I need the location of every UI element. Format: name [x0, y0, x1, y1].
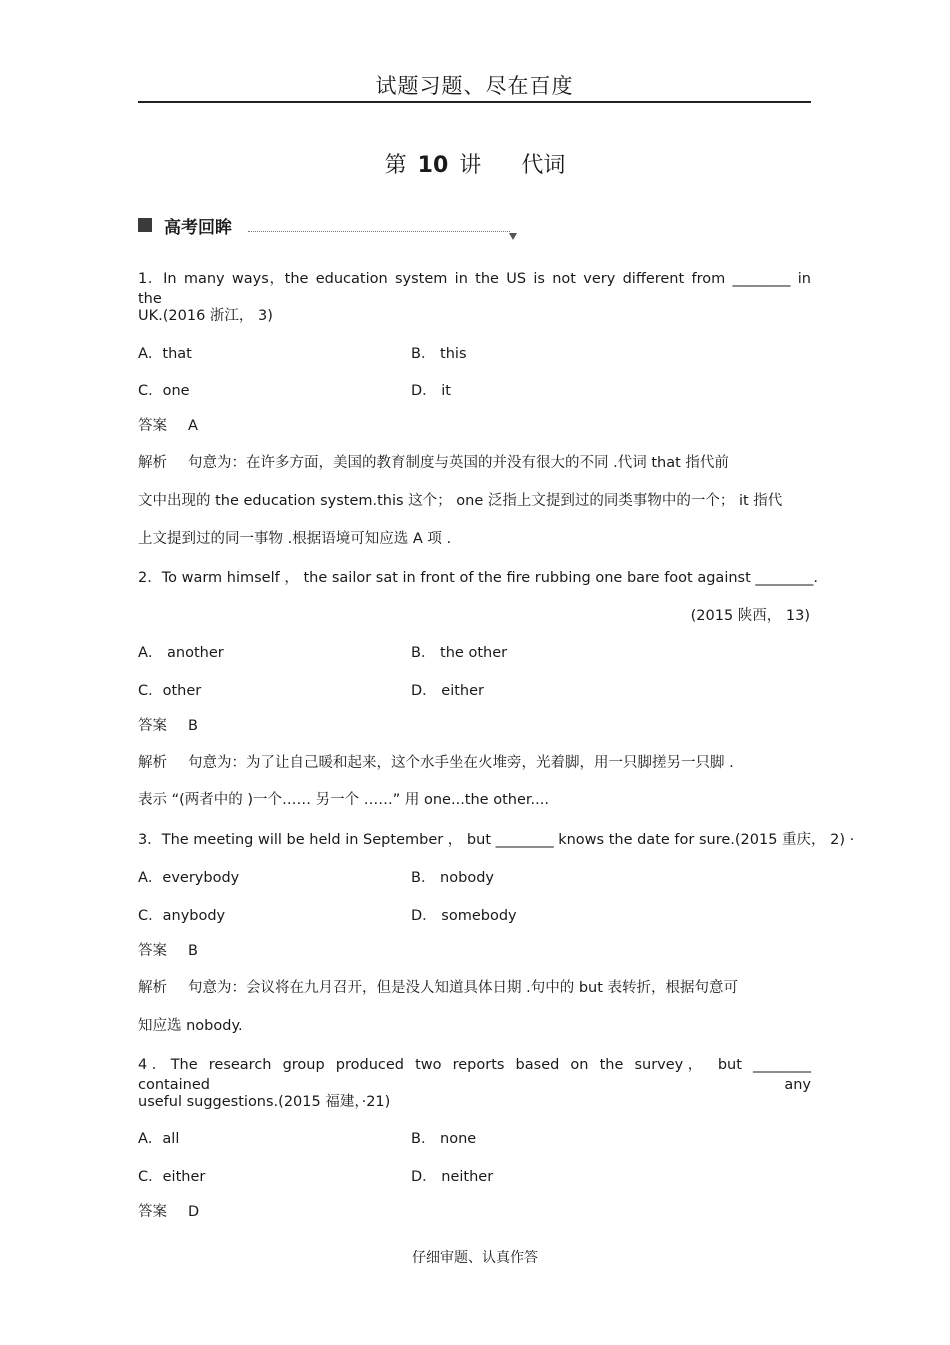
q2-option-c: C．other	[138, 683, 202, 699]
analysis-text: 句意为：为了让自己暖和起来，这个水手坐在火堆旁，光着脚，用一只脚搓另一只脚 .	[188, 755, 734, 771]
q3-option-a: A．everybody	[138, 870, 240, 886]
page-footer: 仔细审题、认真作答	[412, 1250, 538, 1266]
answer-value: B	[188, 718, 198, 734]
analysis-text: 句意为：会议将在九月召开，但是没人知道具体日期 .句中的 but 表转折，根据句意可	[188, 980, 739, 996]
section-header	[138, 212, 232, 238]
lesson-title	[0, 148, 950, 179]
q1-option-b: B． this	[411, 346, 467, 362]
q2-option-b: B． the other	[411, 645, 508, 661]
q4-option-a: A．all	[138, 1131, 180, 1147]
q1-option-c: C．one	[138, 383, 190, 399]
q4-stem-line2: useful suggestions.(2015 福建，·21)	[138, 1094, 391, 1110]
q3-option-c: C．anybody	[138, 908, 226, 924]
analysis-text: 句意为：在许多方面，美国的教育制度与英国的并没有很大的不同 .代词 that 指代前	[188, 455, 729, 471]
lesson-prefix: 第	[384, 153, 407, 178]
q2-option-d: D． either	[411, 683, 484, 699]
q1-answer	[138, 416, 198, 436]
q3-option-d: D． somebody	[411, 908, 517, 924]
lesson-number: 10	[417, 153, 449, 178]
analysis-label: 解析	[138, 755, 167, 771]
q3-analysis-line2: 知应选 nobody.	[138, 1018, 243, 1034]
q2-source: (2015 陕西， 13)	[690, 608, 810, 624]
square-bullet-icon	[138, 218, 152, 232]
answer-label: 答案	[138, 418, 167, 434]
q1-option-d: D． it	[411, 383, 451, 399]
page-header: 试题习题、尽在百度	[375, 74, 574, 98]
q3-analysis-line1	[138, 978, 738, 998]
q2-analysis-line1	[138, 753, 734, 773]
q4-option-b: B． none	[411, 1131, 477, 1147]
q1-analysis-line3: 上文提到过的同一事物 .根据语境可知应选 A 项 .	[138, 531, 452, 547]
q4-option-d: D． neither	[411, 1169, 494, 1185]
analysis-label: 解析	[138, 455, 167, 471]
q1-option-a: A．that	[138, 346, 192, 362]
header-rule	[138, 101, 811, 103]
q3-stem-line1: 3．The meeting will be held in September ， but ________ knows the date for sure.(2015 重庆， 2) ·	[138, 832, 855, 848]
q2-stem-line1: 2．To warm himself ， the sailor sat in front of the fire rubbing one bare foot against ________.	[138, 570, 818, 586]
dotted-divider	[248, 231, 510, 232]
q1-stem-line1: 1．In many ways，the education system in the US is not very different from ________ in the	[138, 271, 811, 307]
q4-option-c: C．either	[138, 1169, 206, 1185]
q4-stem-line1: 4．The research group produced two reports based on the survey， but ________ contained any	[138, 1057, 811, 1093]
q2-analysis-line2: 表示 “(两者中的 )一个…… 另一个 ……” 用 one...the other....	[138, 792, 549, 808]
answer-label: 答案	[138, 718, 167, 734]
q3-option-b: B． nobody	[411, 870, 494, 886]
answer-label: 答案	[138, 1204, 167, 1220]
lesson-topic: 代词	[521, 153, 566, 178]
answer-value: D	[188, 1204, 200, 1220]
q1-analysis-line2: 文中出现的 the education system.this 这个； one 泛指上文提到过的同类事物中的一个； it 指代	[138, 493, 783, 509]
section-title: 高考回眸	[164, 217, 232, 238]
q2-answer	[138, 716, 198, 736]
triangle-down-icon	[509, 233, 517, 240]
answer-label: 答案	[138, 943, 167, 959]
q1-stem-line2: UK.(2016 浙江， 3)	[138, 308, 273, 324]
q4-answer	[138, 1202, 199, 1222]
q3-answer	[138, 941, 198, 961]
answer-value: A	[188, 418, 198, 434]
analysis-label: 解析	[138, 980, 167, 996]
lesson-suffix: 讲	[459, 153, 482, 178]
q1-analysis-line1	[138, 453, 729, 473]
q2-option-a: A． another	[138, 645, 224, 661]
answer-value: B	[188, 943, 198, 959]
